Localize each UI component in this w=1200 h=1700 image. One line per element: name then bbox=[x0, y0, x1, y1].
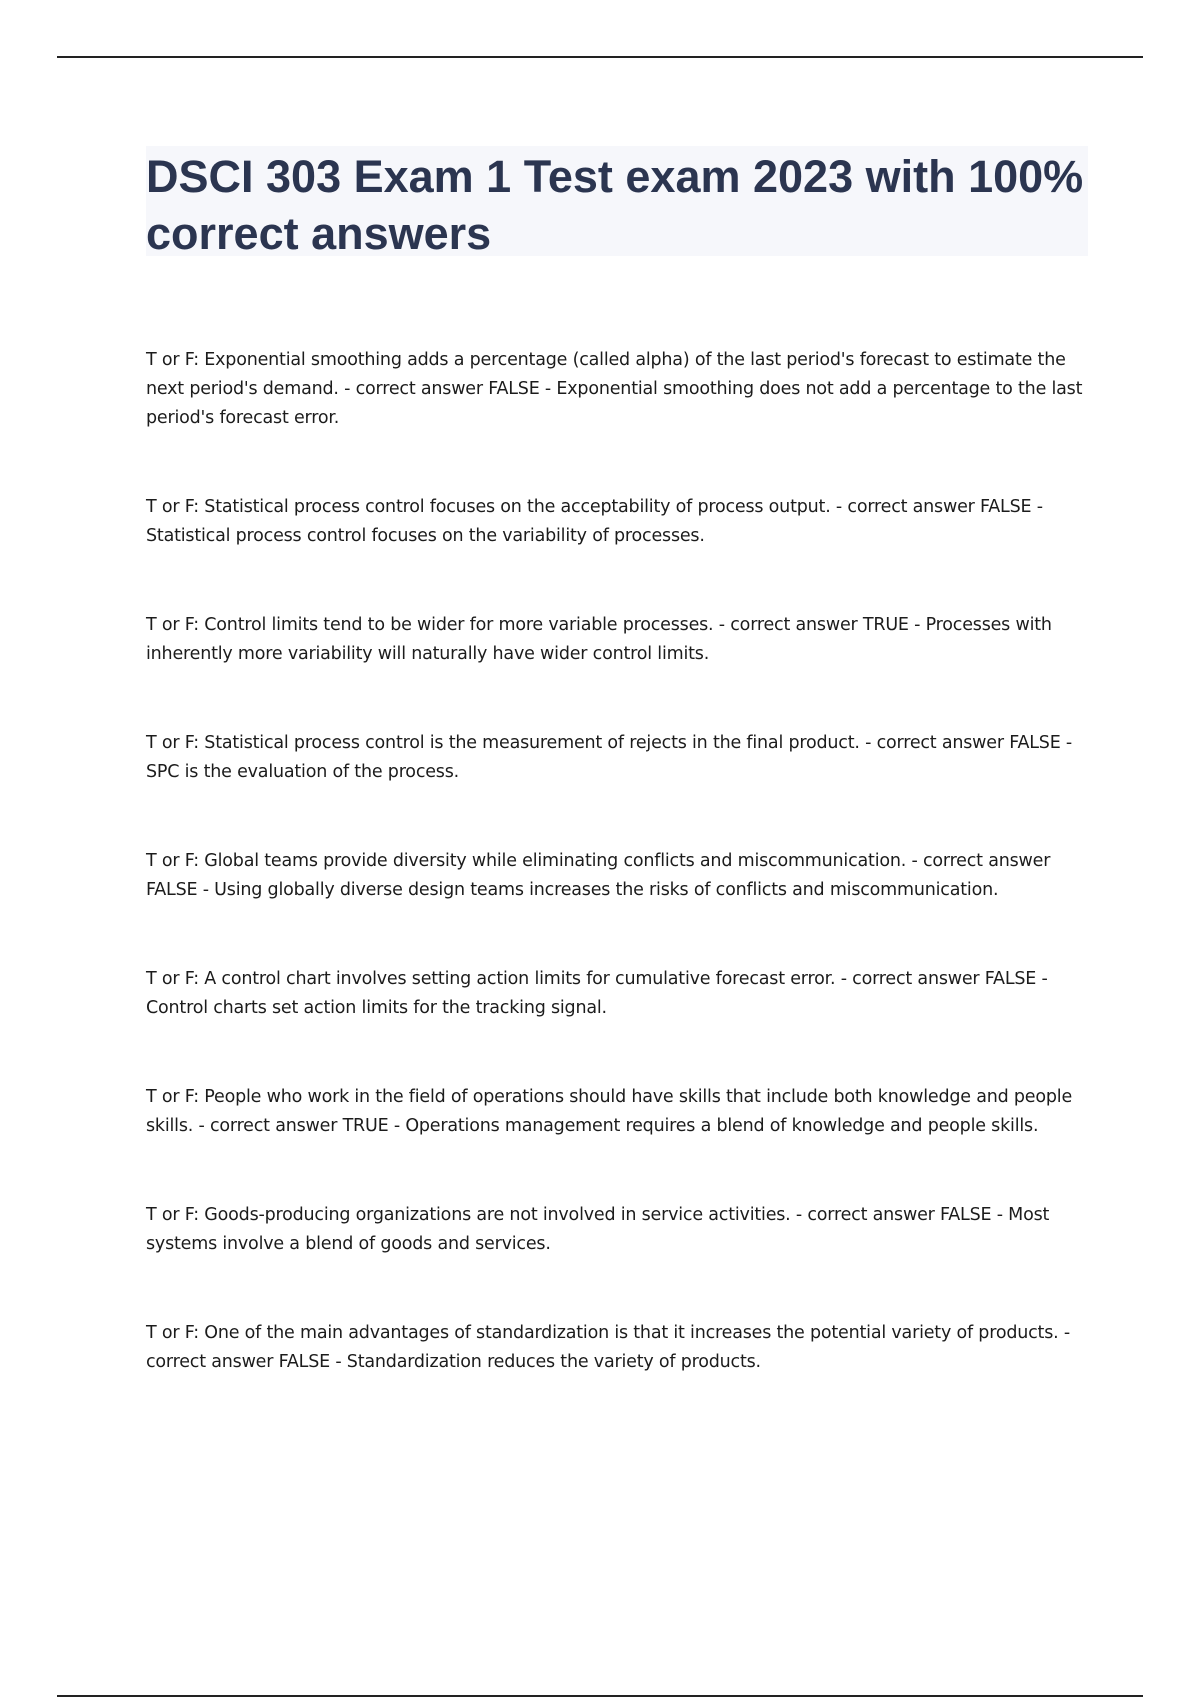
question-item: T or F: Global teams provide diversity while eliminating conflicts and miscommunication. - correct answer FALSE - Using globally diverse design teams increases the risks of conflicts and miscommunication. bbox=[146, 851, 1051, 900]
top-divider bbox=[57, 56, 1143, 58]
question-item: T or F: Statistical process control focuses on the acceptability of process output. - correct answer FALSE - Statistical process control focuses on the variability of processes. bbox=[146, 497, 1043, 546]
question-item: T or F: Control limits tend to be wider for more variable processes. - correct answer TRUE - Processes with inherently more variability will naturally have wider control limits. bbox=[146, 615, 1052, 664]
document-title: DSCI 303 Exam 1 Test exam 2023 with 100% correct answers bbox=[146, 151, 1084, 259]
question-item: T or F: One of the main advantages of standardization is that it increases the potential variety of products. - correct answer FALSE - Standardization reduces the variety of products. bbox=[146, 1323, 1070, 1372]
question-item: T or F: People who work in the field of operations should have skills that include both knowledge and people skills. - correct answer TRUE - Operations management requires a blend of knowledge and people skills. bbox=[146, 1087, 1073, 1136]
question-item: T or F: Goods-producing organizations are not involved in service activities. - correct answer FALSE - Most systems involve a blend of goods and services. bbox=[146, 1205, 1050, 1254]
question-item: T or F: Exponential smoothing adds a percentage (called alpha) of the last period's forecast to estimate the next period's demand. - correct answer FALSE - Exponential smoothing does not add a percentage to the last period's forecast error. bbox=[146, 350, 1083, 428]
title-block bbox=[146, 146, 1088, 259]
question-item: T or F: A control chart involves setting action limits for cumulative forecast error. - correct answer FALSE - Control charts set action limits for the tracking signal. bbox=[146, 969, 1048, 1018]
question-list bbox=[146, 346, 1096, 1437]
question-item: T or F: Statistical process control is the measurement of rejects in the final product. - correct answer FALSE - SPC is the evaluation of the process. bbox=[146, 733, 1073, 782]
bottom-divider bbox=[57, 1695, 1143, 1697]
